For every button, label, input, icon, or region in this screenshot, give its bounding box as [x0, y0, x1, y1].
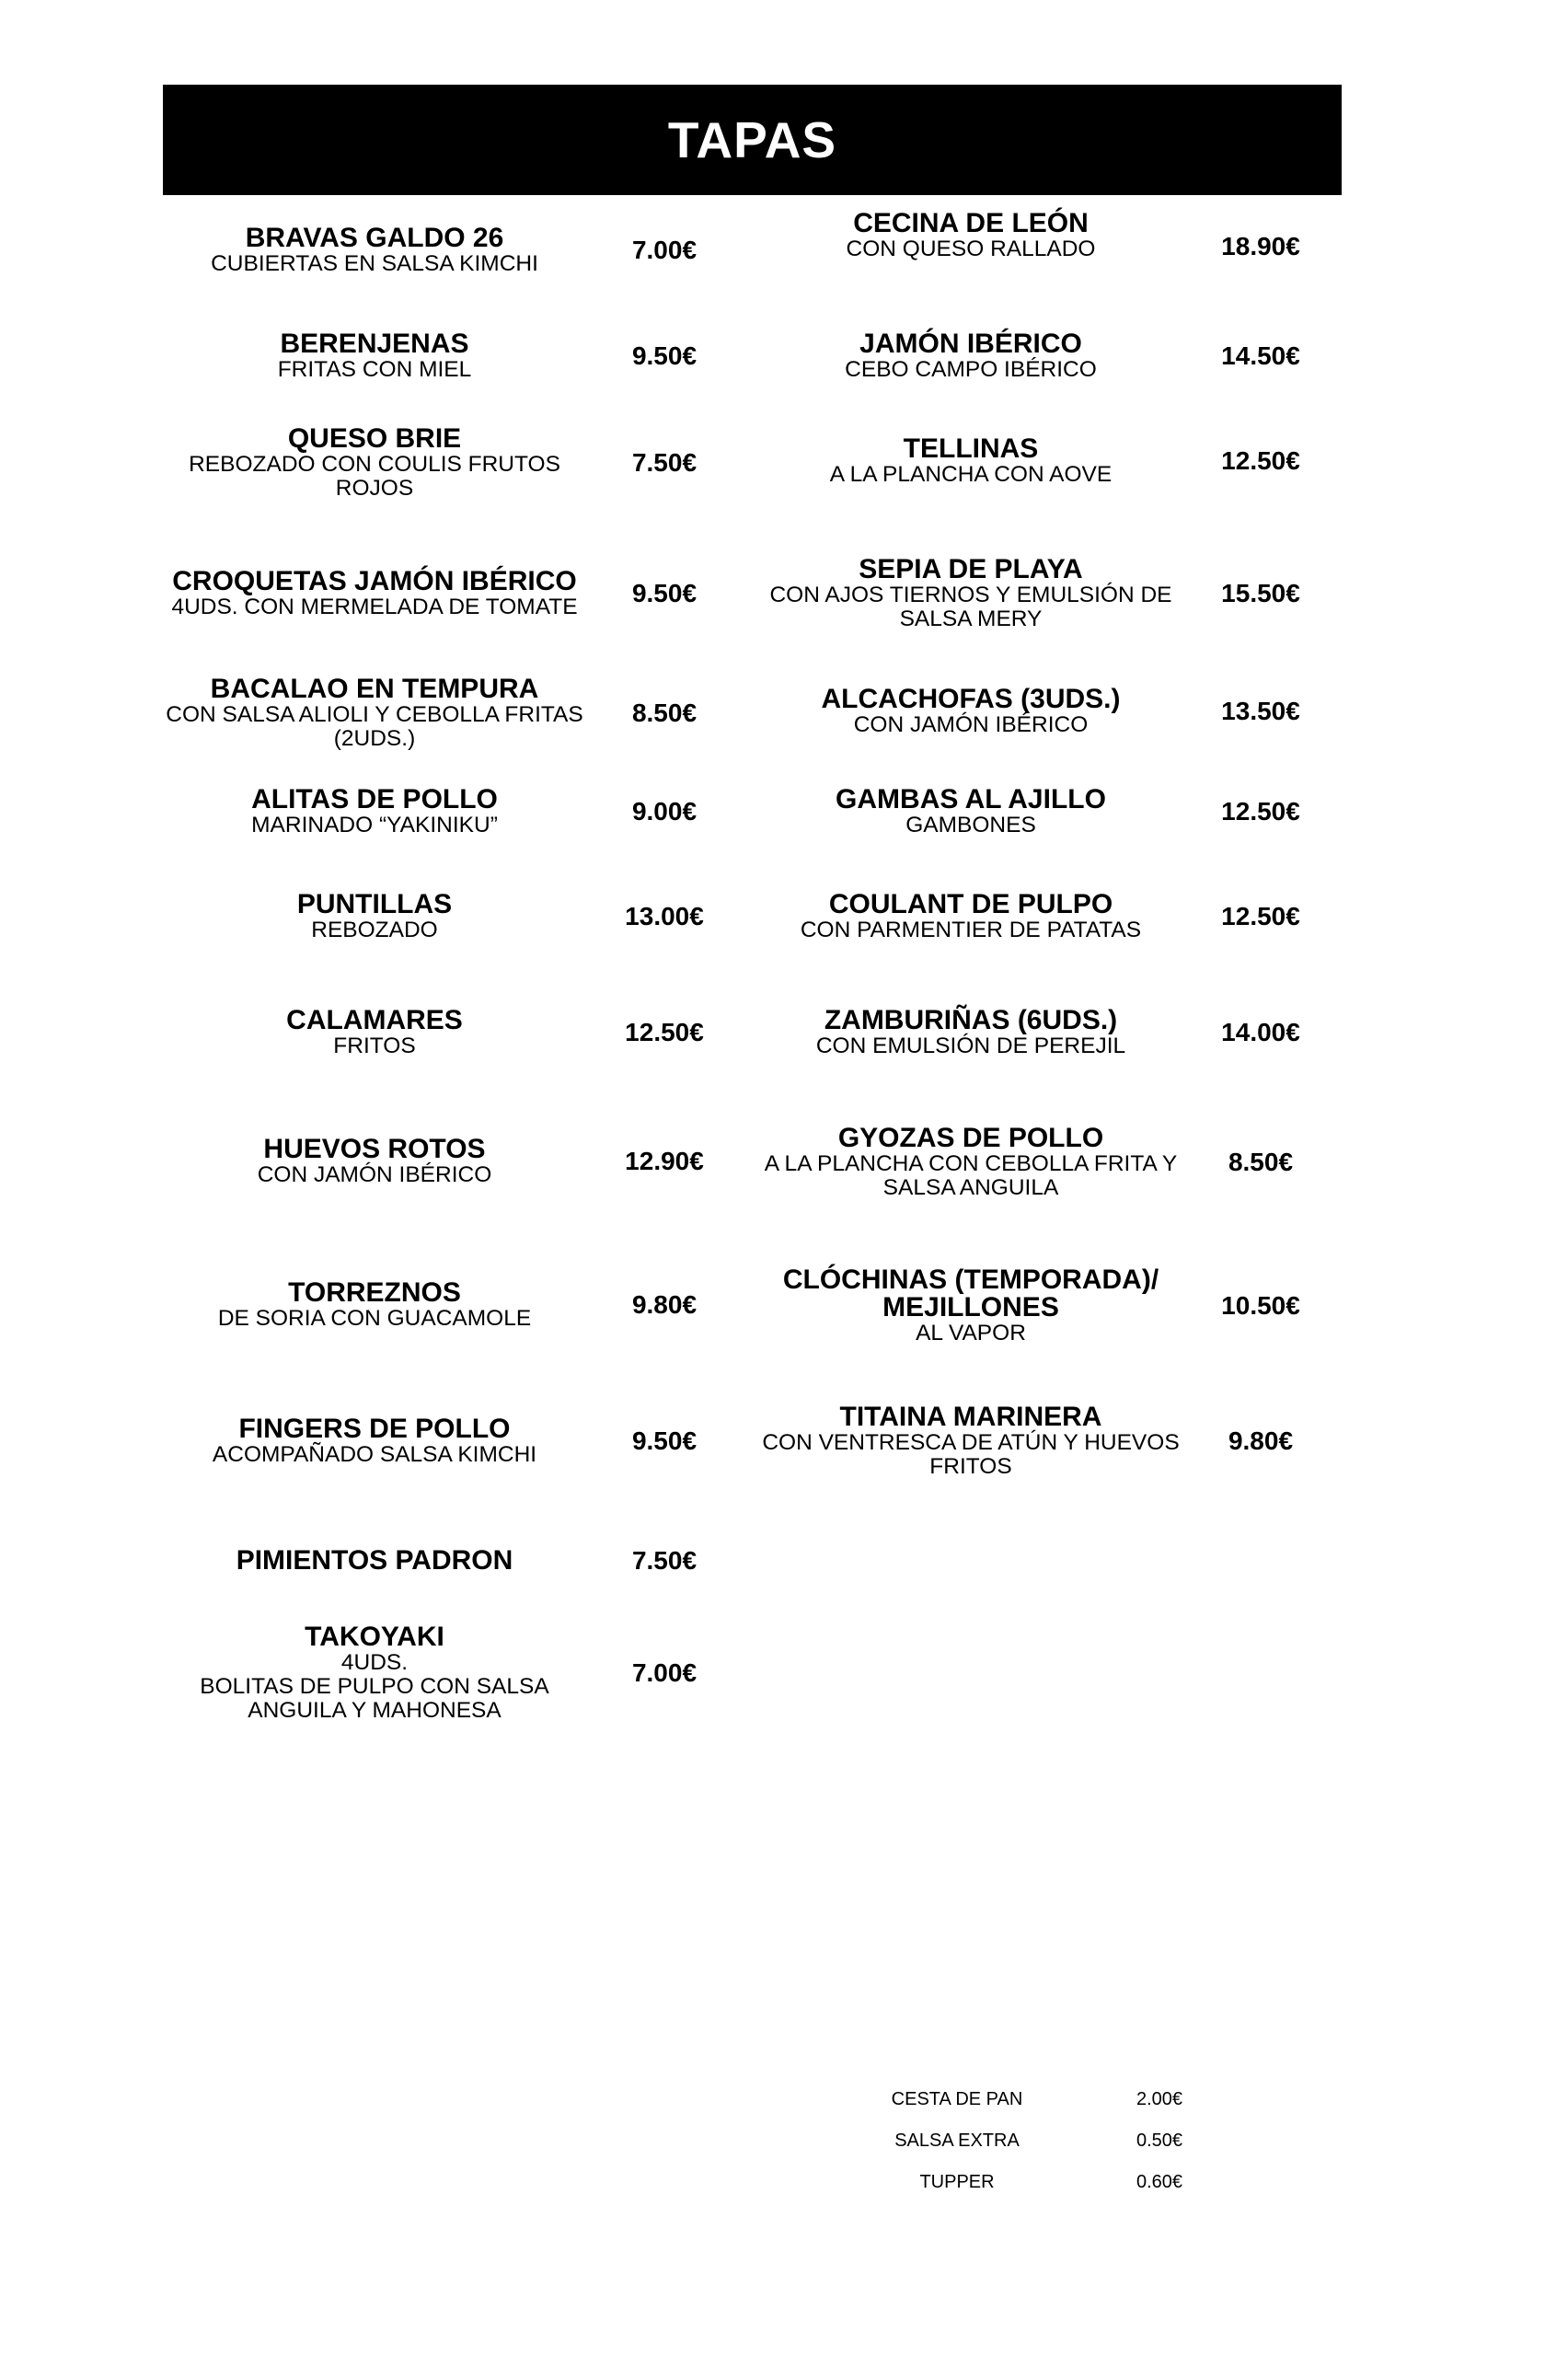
item-name: PUNTILLAS: [296, 889, 453, 919]
item-name: PIMIENTOS PADRON: [236, 1545, 513, 1576]
menu-item: [163, 891, 752, 942]
item-price: 9.50€: [631, 579, 698, 607]
menu-item: [755, 1007, 1343, 1058]
item-name: JAMÓN IBÉRICO: [859, 329, 1082, 359]
menu-item: [163, 786, 752, 837]
item-price: 15.50€: [1221, 579, 1300, 607]
item-price: 12.50€: [625, 1018, 704, 1046]
item-desc: DE SORIA CON GUACAMOLE: [217, 1306, 532, 1331]
item-desc: CON JAMÓN IBÉRICO: [853, 712, 1089, 737]
item-name: QUESO BRIE: [287, 423, 462, 454]
menu-item: [755, 435, 1343, 487]
item-price: 13.00€: [625, 902, 704, 930]
extra-item: [874, 2089, 1242, 2117]
item-name: CECINA DE LEÓN: [853, 208, 1089, 238]
item-name: FINGERS DE POLLO: [238, 1414, 511, 1444]
menu-item: [163, 555, 752, 632]
menu-item: [163, 424, 752, 502]
item-price: 13.50€: [1221, 697, 1300, 725]
item-name: HUEVOS ROTOS: [263, 1134, 486, 1164]
item-name: COULANT DE PULPO: [828, 889, 1113, 919]
menu-item: [163, 675, 752, 752]
item-desc: MARINADO “YAKINIKU”: [251, 813, 498, 837]
item-desc: CON QUESO RALLADO: [846, 237, 1096, 261]
item-name: ALCACHOFAS (3UDS.): [821, 684, 1121, 714]
item-price: 7.00€: [631, 236, 698, 264]
item-price: 18.90€: [1221, 232, 1300, 260]
item-desc: AL VAPOR: [916, 1321, 1026, 1345]
item-price: 9.80€: [631, 1290, 698, 1319]
item-desc: CON VENTRESCA DE ATÚN Y HUEVOS FRITOS: [762, 1430, 1180, 1479]
item-desc: A LA PLANCHA CON AOVE: [829, 462, 1113, 487]
extra-price: 2.00€: [1136, 2089, 1183, 2109]
item-desc: A LA PLANCHA CON CEBOLLA FRITA Y SALSA ANGUILA: [764, 1151, 1178, 1200]
item-name: BERENJENAS: [280, 329, 469, 359]
item-price: 12.50€: [1221, 902, 1300, 930]
item-name: GYOZAS DE POLLO: [837, 1123, 1104, 1153]
menu-item: [163, 1415, 752, 1467]
item-desc: CON EMULSIÓN DE PEREJIL: [815, 1034, 1126, 1058]
item-price: 9.80€: [1228, 1426, 1294, 1455]
item-desc: GAMBONES: [905, 813, 1036, 837]
item-name: GAMBAS AL AJILLO: [836, 784, 1106, 814]
item-desc: ACOMPAÑADO SALSA KIMCHI: [212, 1442, 537, 1467]
item-price: 9.50€: [631, 1426, 698, 1455]
item-price: 12.50€: [1221, 446, 1300, 475]
item-desc: FRITAS CON MIEL: [277, 357, 472, 382]
item-price: 12.50€: [1221, 797, 1300, 826]
menu-item: [755, 786, 1343, 837]
item-desc: REBOZADO CON COULIS FRUTOS ROJOS: [189, 452, 560, 501]
item-price: 8.50€: [1228, 1148, 1294, 1176]
item-name: ZAMBURIÑAS (6UDS.): [824, 1005, 1118, 1035]
item-price: 7.00€: [631, 1658, 698, 1687]
item-price: 7.50€: [631, 1546, 698, 1575]
item-desc: CON SALSA ALIOLI Y CEBOLLA FRITAS (2UDS.): [166, 702, 583, 751]
item-name: TITAINA MARINERA: [839, 1402, 1102, 1432]
item-price: 9.00€: [631, 797, 698, 826]
title-banner: [163, 85, 1342, 195]
menu-item: [163, 1623, 752, 1724]
menu-item: [755, 686, 1343, 737]
item-price: 10.50€: [1221, 1291, 1300, 1320]
item-price: 7.50€: [631, 448, 698, 477]
item-price: 8.50€: [631, 699, 698, 727]
item-desc: 4UDS. CON MERMELADA DE TOMATE: [171, 595, 578, 619]
item-desc: CON JAMÓN IBÉRICO: [257, 1162, 492, 1187]
menu-item: [755, 891, 1343, 942]
item-name: CLÓCHINAS (TEMPORADA)/ MEJILLONES: [782, 1265, 1159, 1322]
item-name: TORREZNOS: [288, 1277, 461, 1308]
menu-item: [163, 1136, 752, 1187]
item-name: BACALAO EN TEMPURA: [210, 674, 539, 704]
menu-item: [755, 331, 1343, 381]
item-desc: CUBIERTAS EN SALSA KIMCHI: [211, 251, 538, 276]
item-price: 12.90€: [625, 1147, 704, 1175]
menu-item: [163, 1279, 752, 1331]
menu-item: [755, 555, 1343, 632]
extra-price: 0.60€: [1136, 2172, 1183, 2192]
menu-item: [163, 331, 752, 381]
menu-item: [163, 1007, 752, 1058]
item-price: 9.50€: [631, 341, 698, 370]
extra-item: [874, 2131, 1242, 2158]
item-price: 14.50€: [1221, 341, 1300, 370]
menu-item: [755, 1124, 1343, 1201]
extra-name: TUPPER: [919, 2172, 995, 2192]
item-name: BRAVAS GALDO 26: [245, 223, 504, 253]
item-name: TELLINAS: [903, 433, 1039, 464]
item-name: TAKOYAKI: [305, 1622, 444, 1652]
item-desc: CON AJOS TIERNOS Y EMULSIÓN DE SALSA MERY: [769, 583, 1172, 631]
item-price: 14.00€: [1221, 1018, 1300, 1046]
page-title: TAPAS: [667, 111, 837, 168]
menu-item: [755, 1403, 1343, 1480]
menu-item: [163, 1535, 752, 1587]
item-name: ALITAS DE POLLO: [251, 784, 498, 814]
item-desc: CON PARMENTIER DE PATATAS: [800, 918, 1142, 942]
menu-item: [755, 208, 1343, 280]
extra-price: 0.50€: [1136, 2131, 1183, 2151]
extra-item: [874, 2172, 1242, 2200]
item-desc: FRITOS: [333, 1034, 416, 1058]
item-desc: 4UDS. BOLITAS DE PULPO CON SALSA ANGUILA Y MAHONESA: [200, 1650, 549, 1723]
extra-name: CESTA DE PAN: [891, 2089, 1023, 2109]
item-desc: CEBO CAMPO IBÉRICO: [845, 357, 1097, 382]
menu-item: [755, 1266, 1343, 1345]
item-name: SEPIA DE PLAYA: [859, 554, 1083, 584]
menu-item: [163, 225, 752, 275]
item-desc: REBOZADO: [311, 918, 438, 942]
extra-name: SALSA EXTRA: [894, 2131, 1020, 2151]
item-name: CALAMARES: [286, 1005, 463, 1035]
item-name: CROQUETAS JAMÓN IBÉRICO: [172, 566, 577, 596]
